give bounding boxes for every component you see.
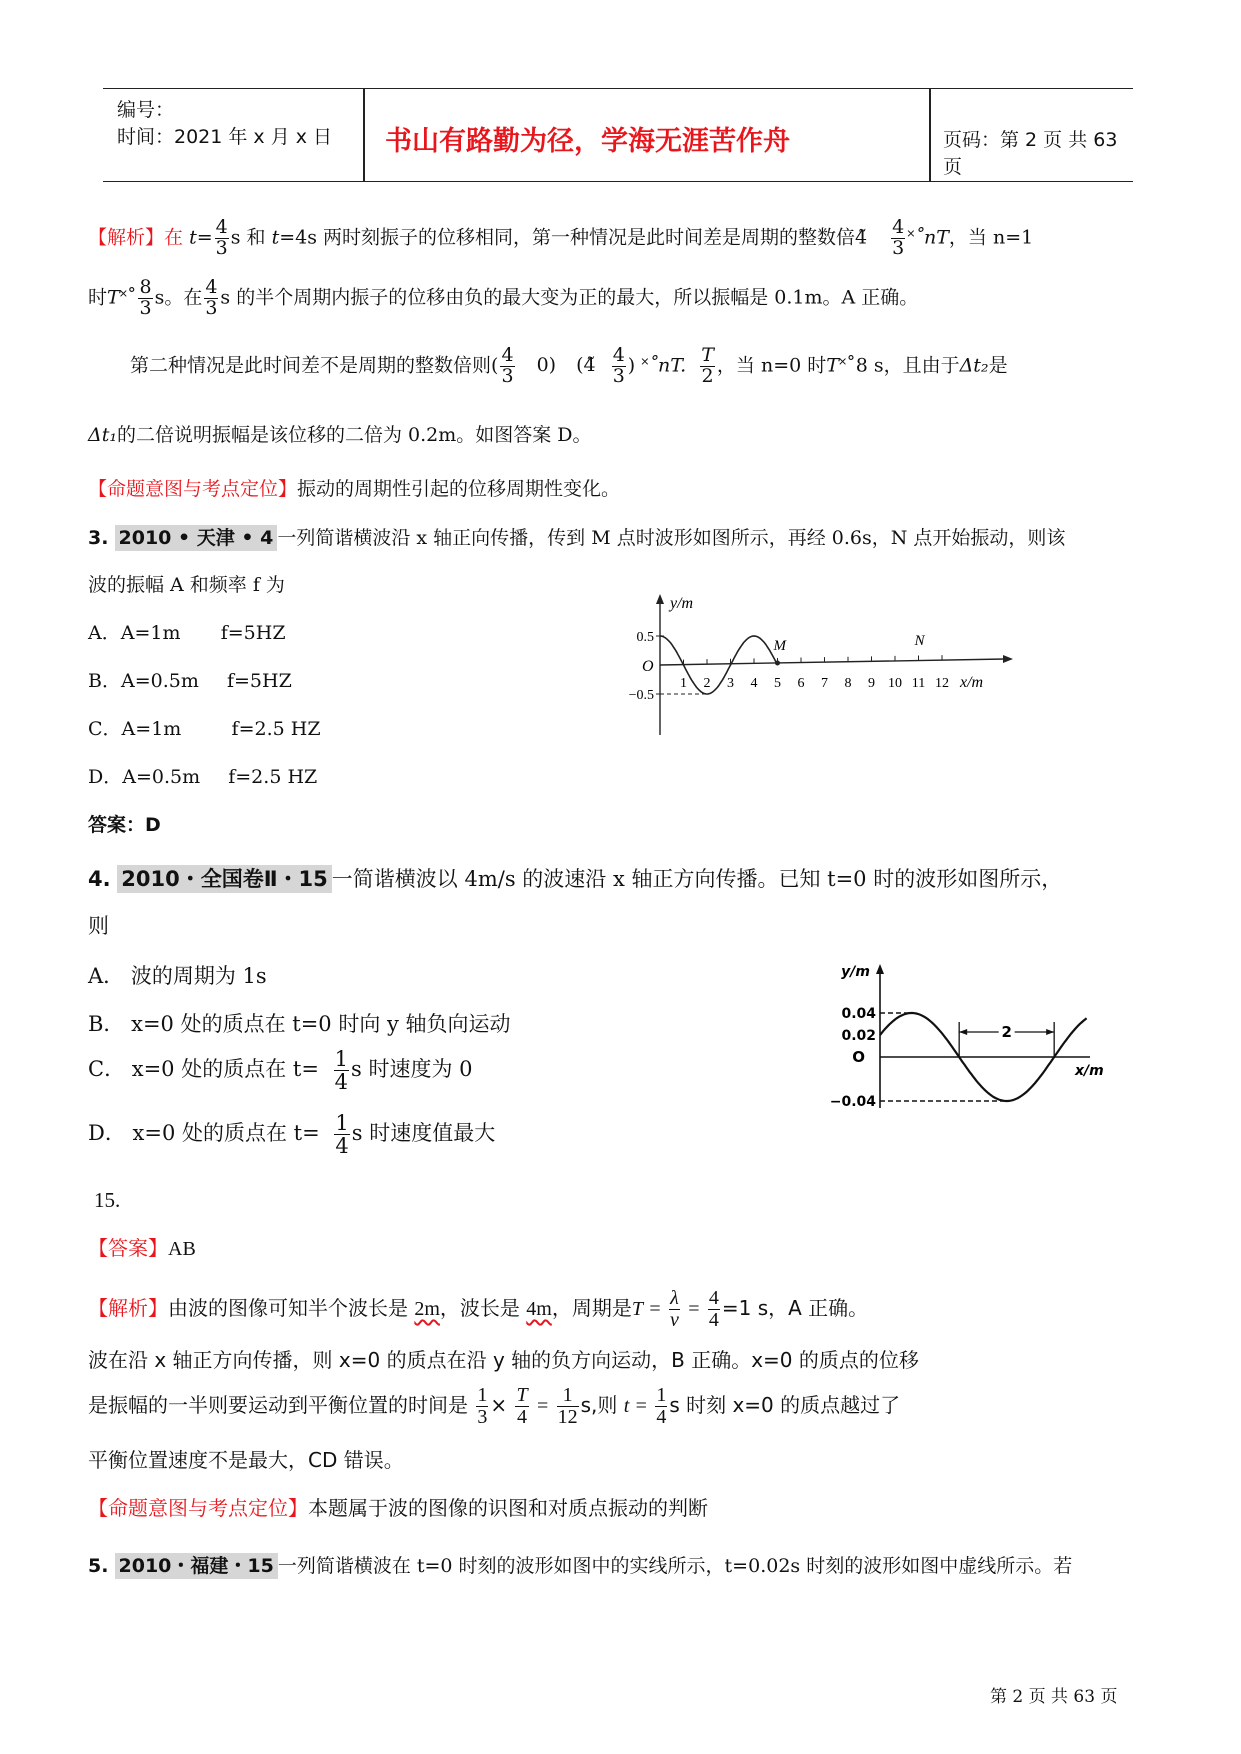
text: ˟˚ bbox=[119, 286, 137, 309]
fraction-8-3 bbox=[138, 278, 152, 319]
x-tick-label: 5 bbox=[774, 676, 781, 691]
header-number-label: 编号： bbox=[117, 99, 175, 121]
text: 是 bbox=[988, 354, 1008, 377]
fraction-4-4 bbox=[708, 1288, 720, 1331]
answer: 答案：D bbox=[88, 814, 161, 836]
point-m-label: M bbox=[773, 638, 786, 654]
header-divider bbox=[929, 89, 931, 181]
x-tick-label: 3 bbox=[727, 676, 734, 691]
var-t: t bbox=[271, 226, 280, 249]
option-label: C． bbox=[88, 718, 122, 740]
text: 由波的图像可知半个波长是 bbox=[168, 1296, 408, 1320]
analysis-line-1 bbox=[88, 218, 1033, 259]
option-text: D． x=0 处的质点在 t= bbox=[88, 1121, 320, 1146]
text: 4̃ bbox=[855, 226, 868, 249]
y-tick-label: −0.5 bbox=[628, 688, 654, 703]
question-3-stem bbox=[88, 523, 1065, 550]
text: = bbox=[536, 1395, 549, 1417]
source-tag: 2010・全国卷Ⅱ・15 bbox=[117, 865, 332, 893]
question-number: 4. bbox=[88, 867, 111, 891]
text: 时 bbox=[88, 286, 108, 309]
option-label: D． bbox=[88, 766, 123, 788]
text: 的二倍说明振幅是该位移的二倍为 0.2m。如图答案 D。 bbox=[116, 424, 592, 446]
fraction-T-2 bbox=[700, 346, 715, 387]
fraction-lambda-v bbox=[669, 1288, 680, 1331]
analysis-line-4 bbox=[88, 420, 592, 447]
text: s 的半个周期内振子的位移由负的最大变为正的最大，所以振幅是 0.1m。A 正确。 bbox=[220, 286, 919, 309]
x-axis bbox=[660, 659, 1005, 665]
option-amplitude: A=0.5m bbox=[122, 766, 201, 788]
option-c bbox=[88, 1048, 473, 1093]
fraction-4-3 bbox=[612, 346, 626, 387]
option-amplitude: A=0.5m bbox=[120, 670, 199, 692]
wave-figure-q4 bbox=[810, 960, 1104, 1130]
text: =4s 两时刻振子的位移相同，第一种情况是此时间差是周期的整数倍 bbox=[279, 226, 856, 249]
text: ，波长是 bbox=[439, 1296, 520, 1320]
origin-label: O bbox=[642, 658, 654, 675]
option-d bbox=[88, 762, 317, 789]
dimension-label: 2 bbox=[1001, 1023, 1012, 1041]
numerator: 4 bbox=[892, 216, 905, 238]
header-page-number: 页码：第 2 页 共 63 页 bbox=[943, 129, 1118, 178]
analysis-line-4: 平衡位置速度不是最大，CD 错误。 bbox=[88, 1448, 404, 1472]
analysis-line-3 bbox=[88, 1385, 900, 1428]
text: = bbox=[196, 226, 213, 249]
text: s,则 bbox=[580, 1393, 618, 1417]
option-frequency: f=5HZ bbox=[220, 622, 286, 644]
fraction-4-3 bbox=[500, 346, 514, 387]
text: = bbox=[649, 1298, 661, 1320]
var-dt2: Δt₂ bbox=[959, 354, 989, 377]
analysis-line-3 bbox=[130, 346, 1008, 387]
x-tick-label: 1 bbox=[680, 676, 687, 691]
numerator: 1 bbox=[334, 1047, 348, 1071]
var-dt1: Δt₁ bbox=[88, 424, 117, 446]
text: ˟˚nT bbox=[907, 226, 949, 249]
numerator: 4 bbox=[215, 216, 228, 238]
y-tick-label: 0.02 bbox=[841, 1028, 876, 1044]
y-axis-arrow bbox=[656, 594, 664, 604]
question-4-stem bbox=[88, 863, 1062, 893]
page-header bbox=[103, 88, 1133, 182]
text: 2m bbox=[414, 1298, 440, 1320]
numerator: λ bbox=[670, 1287, 679, 1309]
source-tag: 2010 • 天津 • 4 bbox=[115, 525, 278, 551]
denominator: 4 bbox=[656, 1406, 667, 1428]
text: = bbox=[635, 1395, 647, 1417]
page-footer: 第 2 页 共 63 页 bbox=[990, 1687, 1118, 1707]
wave-figure-q3 bbox=[620, 590, 1020, 740]
point-m bbox=[775, 661, 780, 666]
answer-line bbox=[88, 1232, 196, 1261]
question-4-stem-cont: 则 bbox=[88, 914, 109, 938]
option-text: s 时速度值最大 bbox=[351, 1121, 496, 1146]
numerator: 1 bbox=[656, 1384, 667, 1406]
text: 0) bbox=[536, 354, 557, 377]
option-frequency: f=2.5 HZ bbox=[231, 718, 321, 740]
var-T: T bbox=[826, 354, 839, 377]
y-tick-label: −0.04 bbox=[829, 1094, 876, 1110]
option-frequency: f=5HZ bbox=[226, 670, 292, 692]
y-tick-label: 0.5 bbox=[636, 630, 654, 645]
x-tick-label: 7 bbox=[821, 676, 828, 691]
x-tick-label: 4 bbox=[750, 676, 758, 691]
numerator: T bbox=[516, 1384, 528, 1406]
intent-text: 本题属于波的图像的识图和对质点振动的判断 bbox=[308, 1496, 708, 1520]
y-axis-arrow bbox=[876, 964, 884, 974]
text: ，当 n=1 bbox=[948, 226, 1034, 249]
fraction-1-4 bbox=[334, 1112, 349, 1157]
option-b bbox=[88, 666, 292, 693]
y-axis-label: y/m bbox=[841, 964, 870, 980]
denominator: 4 bbox=[335, 1134, 349, 1159]
dimension-arrow bbox=[1046, 1029, 1054, 1035]
intent-text: 振动的周期性引起的位移周期性变化。 bbox=[297, 478, 621, 500]
x-tick-label: 12 bbox=[935, 676, 949, 691]
denominator: 12 bbox=[557, 1406, 578, 1428]
header-motto: 书山有路勤为径，学海无涯苦作舟 bbox=[385, 126, 790, 157]
fraction-T-4 bbox=[515, 1385, 528, 1428]
intent-line bbox=[88, 1492, 708, 1521]
text: ˟˚8 s，且由于 bbox=[838, 354, 960, 377]
option-label: A． bbox=[88, 622, 121, 644]
x-axis-arrow bbox=[1003, 655, 1013, 663]
stem-text: 一列简谐横波沿 x 轴正向传播，传到 M 点时波形如图所示，再经 0.6s，N 点开始振动，则该 bbox=[277, 527, 1066, 549]
header-divider bbox=[363, 89, 365, 181]
denominator: 3 bbox=[477, 1406, 488, 1428]
origin-label: O bbox=[852, 1048, 865, 1066]
denominator: 3 bbox=[139, 296, 152, 319]
denominator: 3 bbox=[612, 364, 625, 387]
text: ，周期是 bbox=[551, 1296, 632, 1320]
option-a bbox=[88, 618, 286, 645]
x-tick-label: 2 bbox=[703, 676, 711, 691]
intent-line bbox=[88, 474, 620, 501]
option-text: s 时速度为 0 bbox=[351, 1057, 473, 1082]
question-label: 15. bbox=[94, 1188, 121, 1212]
analysis-tag: 【解析】 bbox=[88, 1296, 168, 1320]
point-n-label: N bbox=[914, 633, 925, 649]
analysis-line-2: 波在沿 x 轴正方向传播，则 x=0 的质点在沿 y 轴的负方向运动，B 正确。x=0 的质点的位移 bbox=[88, 1348, 919, 1372]
fraction-1-3 bbox=[476, 1385, 488, 1428]
text: = bbox=[688, 1298, 700, 1320]
x-tick-label: 6 bbox=[797, 676, 805, 691]
option-c bbox=[88, 714, 321, 741]
denominator: 3 bbox=[205, 296, 218, 319]
numerator: 1 bbox=[477, 1384, 488, 1406]
text: 是振幅的一半则要运动到平衡位置的时间是 bbox=[88, 1393, 468, 1417]
stem-text: 一简谐横波以 4m/s 的波速沿 x 轴正方向传播。已知 t=0 时的波形如图所示， bbox=[331, 867, 1063, 891]
text: 第二种情况是此时间差不是周期的整数倍则 bbox=[130, 354, 492, 377]
numerator: 1 bbox=[335, 1111, 349, 1135]
x-axis-label: x/m bbox=[960, 674, 984, 691]
numerator: 4 bbox=[501, 344, 514, 366]
text: (4̃ bbox=[576, 354, 596, 377]
y-tick-label: 0.04 bbox=[841, 1006, 876, 1022]
x-tick-label: 8 bbox=[844, 676, 852, 691]
option-label: B． bbox=[88, 670, 121, 692]
y-axis-label: y/m bbox=[670, 595, 694, 612]
denominator: 3 bbox=[501, 364, 514, 387]
var-T: T bbox=[631, 1298, 643, 1320]
text: 4m bbox=[526, 1298, 552, 1320]
answer-tag: 【答案】 bbox=[88, 1236, 168, 1260]
analysis-line-1 bbox=[88, 1288, 868, 1331]
option-amplitude: A=1m bbox=[120, 622, 181, 644]
text: s 时刻 x=0 的质点越过了 bbox=[669, 1393, 901, 1417]
denominator: 2 bbox=[701, 364, 714, 387]
x-axis-label: x/m bbox=[1075, 1063, 1104, 1079]
text: =1 s，A 正确。 bbox=[721, 1296, 869, 1320]
fraction-4-3 bbox=[215, 218, 229, 259]
numerator: 4 bbox=[205, 276, 218, 298]
dimension-arrow bbox=[959, 1029, 967, 1035]
option-b: B． x=0 处的质点在 t=0 时向 y 轴负向运动 bbox=[88, 1012, 511, 1036]
fraction-1-4 bbox=[334, 1048, 349, 1093]
option-a: A． 波的周期为 1s bbox=[88, 964, 267, 988]
text: 在 bbox=[164, 226, 190, 249]
option-amplitude: A=1m bbox=[121, 718, 182, 740]
header-date: 时间：2021 年 x 月 x 日 bbox=[117, 126, 333, 148]
answer-value: AB bbox=[168, 1238, 196, 1260]
denominator: 3 bbox=[892, 236, 905, 259]
intent-tag: 【命题意图与考点定位】 bbox=[88, 478, 298, 500]
option-frequency: f=2.5 HZ bbox=[228, 766, 318, 788]
denominator: v bbox=[669, 1309, 679, 1331]
text: × bbox=[490, 1393, 508, 1417]
option-d bbox=[88, 1112, 495, 1157]
var-T: T bbox=[107, 286, 120, 309]
numerator: 4 bbox=[708, 1287, 719, 1309]
option-text: C． x=0 处的质点在 t= bbox=[88, 1057, 319, 1082]
question-3-stem-cont: 波的振幅 A 和频率 f 为 bbox=[88, 574, 285, 596]
question-number: 3. bbox=[88, 527, 109, 549]
var-t: t bbox=[623, 1395, 630, 1417]
source-tag: 2010・福建・15 bbox=[115, 1553, 278, 1579]
text: ( bbox=[491, 354, 499, 377]
x-tick-label: 10 bbox=[888, 676, 902, 691]
numerator: T bbox=[701, 344, 714, 366]
question-5-stem bbox=[88, 1551, 1072, 1578]
question-number: 5. bbox=[88, 1555, 109, 1577]
numerator: 1 bbox=[557, 1385, 579, 1407]
text: ˟˚nT. bbox=[641, 354, 687, 377]
text: ，当 n=0 时 bbox=[716, 354, 827, 377]
numerator: 8 bbox=[139, 276, 152, 298]
fraction-4-3 bbox=[204, 278, 218, 319]
fraction-1-12 bbox=[557, 1385, 579, 1428]
numerator: 4 bbox=[612, 344, 625, 366]
fraction-1-4 bbox=[655, 1385, 667, 1428]
text: s 和 bbox=[230, 226, 272, 249]
intent-tag: 【命题意图与考点定位】 bbox=[88, 1496, 308, 1520]
x-tick-label: 9 bbox=[868, 676, 875, 691]
text: s。在 bbox=[154, 286, 203, 309]
stem-text: 一列简谐横波在 t=0 时刻的波形如图中的实线所示，t=0.02s 时刻的波形如图中虚线所示。若 bbox=[277, 1555, 1073, 1577]
var-t: t bbox=[189, 226, 197, 249]
denominator: 4 bbox=[517, 1406, 528, 1428]
x-tick-label: 11 bbox=[911, 676, 926, 691]
analysis-tag: 【解析】 bbox=[88, 226, 165, 249]
denominator: 4 bbox=[708, 1309, 719, 1331]
text: ) bbox=[627, 354, 636, 377]
fraction-4-3 bbox=[891, 218, 905, 259]
denominator: 3 bbox=[215, 236, 228, 259]
denominator: 4 bbox=[334, 1070, 348, 1095]
analysis-line-2 bbox=[88, 278, 918, 319]
